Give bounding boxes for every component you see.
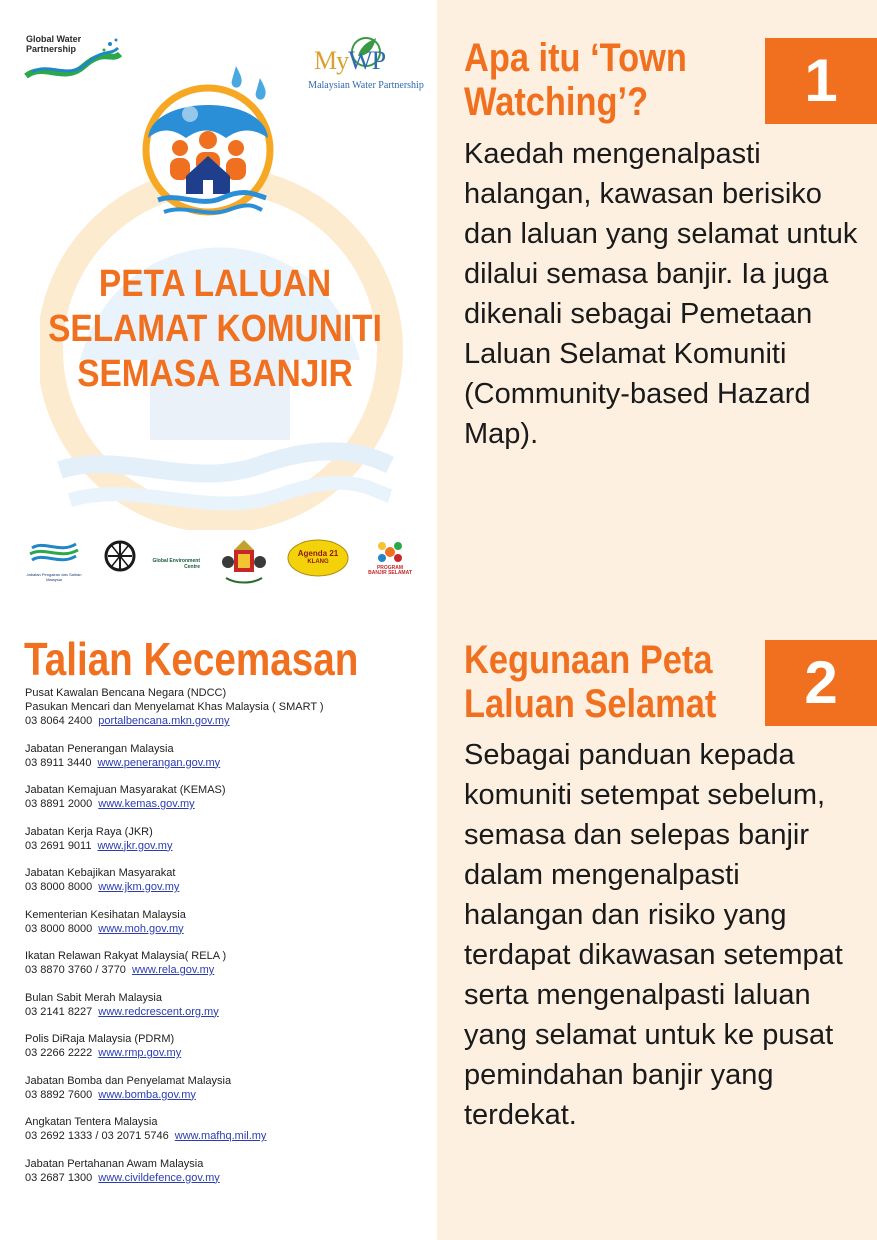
contact-item [25,686,425,728]
contact-phone: 03 2692 1333 / 03 2071 5746 [25,1130,169,1142]
partner-logos [24,538,414,588]
contact-name: Jabatan Pertahanan Awam Malaysia [25,1157,204,1170]
section2-title: Kegunaan Peta Laluan Selamat [464,638,717,726]
contact-name-secondary: Pasukan Mencari dan Menyelamat Khas Malaysia ( SMART ) [25,701,324,713]
contact-url-link[interactable]: www.mafhq.mil.my [174,1130,267,1142]
gec-logo [104,538,204,586]
section1-number-badge: 1 [765,38,877,124]
contact-item [25,1157,425,1185]
mywp-subtitle: Malaysian Water Partnership [308,80,424,91]
contact-url-link[interactable]: www.kemas.gov.my [98,798,195,810]
contact-name: Jabatan Kemajuan Masyarakat (KEMAS) [25,784,226,796]
emergency-contacts-list [25,686,425,1198]
agenda21-label: Agenda 21 KLANG [297,549,339,565]
contact-url-link[interactable]: www.jkr.gov.my [97,839,173,852]
section2-number-badge: 2 [765,640,877,726]
contact-phone: 03 2691 9011 [25,839,92,852]
contact-item [25,949,425,977]
contact-item [25,783,425,811]
jps-logo [24,538,84,586]
contact-phone: 03 2687 1300 [25,1171,93,1184]
contact-url-link[interactable]: portalbencana.mkn.gov.my [98,715,230,727]
contact-item [25,1074,425,1102]
contact-name: Ikatan Relawan Rakyat Malaysia( RELA ) [25,950,227,962]
contact-url-link[interactable]: www.rmp.gov.my [98,1047,182,1059]
contact-name: Jabatan Bomba dan Penyelamat Malaysia [25,1074,232,1087]
contact-phone: 03 8892 7600 [25,1088,93,1101]
program-label: PROGRAM BANJIR SELAMAT [368,565,412,576]
state-crest-logo [220,538,268,586]
contact-name: Kementerian Kesihatan Malaysia [25,908,186,921]
contact-item [25,908,425,936]
gec-label: Global Environment Centre [152,558,200,570]
emergency-title: Talian Kecemasan [24,633,359,685]
contact-phone: 03 8870 3760 / 3770 [25,964,126,976]
gwp-logo-text: Global Water Partnership [26,34,82,54]
contact-url-link[interactable]: www.moh.gov.my [98,922,184,935]
contact-item [25,1032,425,1060]
program-logo [366,538,414,586]
gec-globe-icon [104,538,138,578]
contact-url-link[interactable]: www.jkm.gov.my [98,881,180,893]
program-flower-icon [370,538,410,566]
mywp-name: MyWP [314,46,386,75]
jps-wave-icon [24,538,84,568]
contact-name: Jabatan Kerja Raya (JKR) [25,825,153,838]
section2-body: Sebagai panduan kepada komuniti setempat sebelum, semasa dan selepas banjir dalam mengenalpasti halangan dan risiko yang terdapat dikawasan setempat serta mengenalpasti laluan yang selamat untuk ke pusat pemindahan banjir yang terdekat. [464,739,843,1131]
contact-name: Bulan Sabit Merah Malaysia [25,991,162,1004]
contact-url-link[interactable]: www.civildefence.gov.my [98,1171,220,1184]
contact-url-link[interactable]: www.bomba.gov.my [98,1088,196,1101]
contact-url-link[interactable]: www.penerangan.gov.my [97,756,221,769]
contact-name: Jabatan Kebajikan Masyarakat [25,867,176,879]
contact-phone: 03 8891 2000 [25,798,93,810]
contact-phone: 03 2141 8227 [25,1005,93,1018]
contact-phone: 03 8064 2400 [25,715,93,727]
contact-item [25,866,425,894]
contact-name: Angkatan Tentera Malaysia [25,1116,158,1128]
contact-phone: 03 8000 8000 [25,922,93,935]
contact-url-link[interactable]: www.redcrescent.org.my [98,1005,219,1018]
contact-phone: 03 8911 3440 [25,756,92,769]
contact-phone: 03 8000 8000 [25,881,93,893]
jps-label: Jabatan Pengairan dan Saliran Malaysia [26,572,82,582]
contact-name: Polis DiRaja Malaysia (PDRM) [25,1033,175,1045]
contact-name: Jabatan Penerangan Malaysia [25,742,174,755]
contact-name: Pusat Kawalan Bencana Negara (NDCC) [25,687,227,699]
contact-item [25,991,425,1019]
crest-icon [220,538,268,588]
contact-item [25,742,425,770]
main-title: PETA LALUAN SELAMAT KOMUNITI SEMASA BANJIR [48,263,382,395]
contact-item [25,825,425,853]
contact-phone: 03 2266 2222 [25,1047,93,1059]
section1-title: Apa itu ‘Town Watching’? [464,36,687,124]
contact-url-link[interactable]: www.rela.gov.my [131,964,215,976]
section1-body: Kaedah mengenalpasti halangan, kawasan berisiko dan laluan yang selamat untuk dilalui semasa banjir. Ia juga dikenali sebagai Pemetaan Laluan Selamat Komuniti (Community-based Hazard Map). [464,138,858,450]
contact-item [25,1115,425,1143]
agenda21-logo [286,538,350,586]
